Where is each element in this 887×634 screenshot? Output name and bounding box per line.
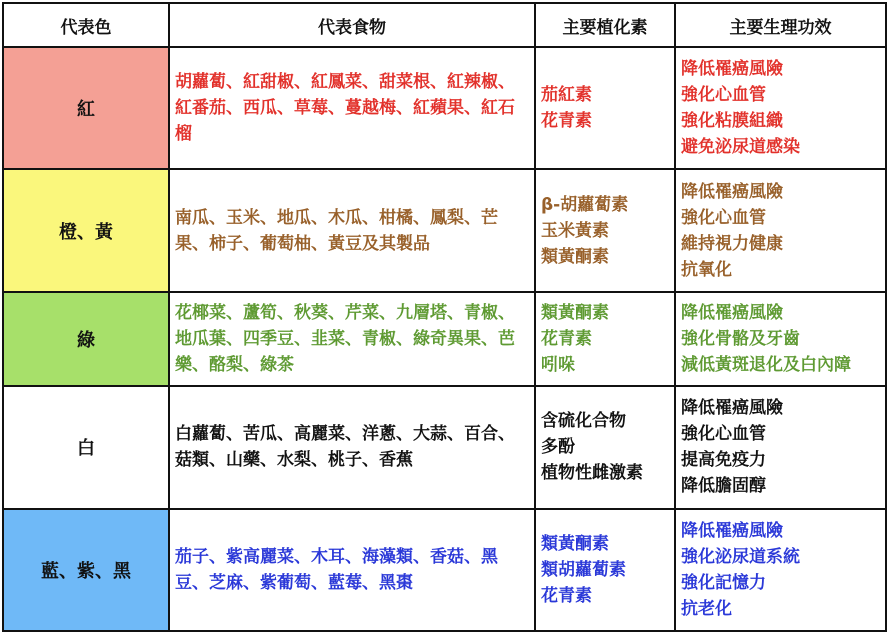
phyto-item: 類黃酮素 bbox=[541, 533, 609, 554]
phyto-item: 類黃酮素 bbox=[541, 246, 609, 267]
effect-item: 強化心血管 bbox=[681, 207, 766, 228]
effect-item: 降低罹癌風險 bbox=[681, 181, 783, 202]
header-effects: 主要生理功效 bbox=[675, 3, 886, 47]
foods-cell: 胡蘿蔔、紅甜椒、紅鳳菜、甜菜根、紅辣椒、紅番茄、西瓜、草莓、蔓越梅、紅蘋果、紅石榴 bbox=[169, 47, 535, 169]
effect-item: 降低膽固醇 bbox=[681, 476, 766, 497]
color-label-cell: 紅 bbox=[3, 47, 169, 169]
table-row bbox=[3, 169, 886, 291]
color-label-cell: 藍、紫、黑 bbox=[3, 509, 169, 631]
table-row bbox=[3, 509, 886, 631]
foods-cell: 南瓜、玉米、地瓜、木瓜、柑橘、鳳梨、芒果、柿子、葡萄柚、黃豆及其製品 bbox=[169, 169, 535, 291]
effect-item: 強化粘膜組織 bbox=[681, 111, 783, 132]
phyto-item: 類胡蘿蔔素 bbox=[541, 559, 626, 580]
phyto-cell bbox=[535, 47, 675, 169]
effect-item: 降低罹癌風險 bbox=[681, 59, 783, 80]
effect-item: 維持視力健康 bbox=[681, 233, 783, 254]
foods-cell: 茄子、紫高麗菜、木耳、海藻類、香菇、黑豆、芝麻、紫葡萄、藍莓、黑棗 bbox=[169, 509, 535, 631]
table-row bbox=[3, 292, 886, 386]
header-row bbox=[3, 3, 886, 47]
effects-cell bbox=[675, 169, 886, 291]
foods-cell: 白蘿蔔、苦瓜、高麗菜、洋蔥、大蒜、百合、菇類、山藥、水梨、桃子、香蕉 bbox=[169, 386, 535, 508]
effect-item: 降低罹癌風險 bbox=[681, 520, 783, 541]
effect-item: 強化泌尿道系統 bbox=[681, 546, 800, 567]
effect-item: 強化骨骼及牙齒 bbox=[681, 328, 800, 349]
phytonutrient-table bbox=[2, 2, 887, 632]
color-label-cell: 橙、黃 bbox=[3, 169, 169, 291]
effect-item: 提高免疫力 bbox=[681, 450, 766, 471]
phyto-item: 含硫化合物 bbox=[541, 411, 626, 432]
effect-item: 減低黃斑退化及白內障 bbox=[681, 354, 851, 375]
phyto-cell bbox=[535, 386, 675, 508]
effect-item: 抗老化 bbox=[681, 598, 732, 619]
phyto-item: 茄紅素 bbox=[541, 85, 592, 106]
effect-item: 降低罹癌風險 bbox=[681, 398, 783, 419]
effects-cell bbox=[675, 292, 886, 386]
phyto-cell bbox=[535, 292, 675, 386]
foods-cell: 花椰菜、蘆筍、秋葵、芹菜、九層塔、青椒、地瓜葉、四季豆、韭菜、青椒、綠奇異果、芭樂、酪梨、綠茶 bbox=[169, 292, 535, 386]
header-foods: 代表食物 bbox=[169, 3, 535, 47]
phyto-item: 玉米黃素 bbox=[541, 220, 609, 241]
phyto-cell bbox=[535, 509, 675, 631]
effects-cell bbox=[675, 47, 886, 169]
phyto-item: 花青素 bbox=[541, 111, 592, 132]
effect-item: 強化記憶力 bbox=[681, 572, 766, 593]
effect-item: 避免泌尿道感染 bbox=[681, 137, 800, 158]
phyto-item: 花青素 bbox=[541, 328, 592, 349]
color-label-cell: 白 bbox=[3, 386, 169, 508]
color-label-cell: 綠 bbox=[3, 292, 169, 386]
effect-item: 抗氧化 bbox=[681, 259, 732, 280]
phyto-item: 多酚 bbox=[541, 437, 575, 458]
phyto-item: 花青素 bbox=[541, 585, 592, 606]
effects-cell bbox=[675, 509, 886, 631]
header-color: 代表色 bbox=[3, 3, 169, 47]
effect-item: 降低罹癌風險 bbox=[681, 302, 783, 323]
phyto-item: 類黃酮素 bbox=[541, 302, 609, 323]
phyto-item: β-胡蘿蔔素 bbox=[541, 194, 629, 215]
effects-cell bbox=[675, 386, 886, 508]
phyto-item: 吲哚 bbox=[541, 354, 575, 375]
phyto-item: 植物性雌激素 bbox=[541, 463, 643, 484]
effect-item: 強化心血管 bbox=[681, 85, 766, 106]
table-row bbox=[3, 47, 886, 169]
table-row bbox=[3, 386, 886, 508]
effect-item: 強化心血管 bbox=[681, 424, 766, 445]
header-phytonutrients: 主要植化素 bbox=[535, 3, 675, 47]
phyto-cell bbox=[535, 169, 675, 291]
